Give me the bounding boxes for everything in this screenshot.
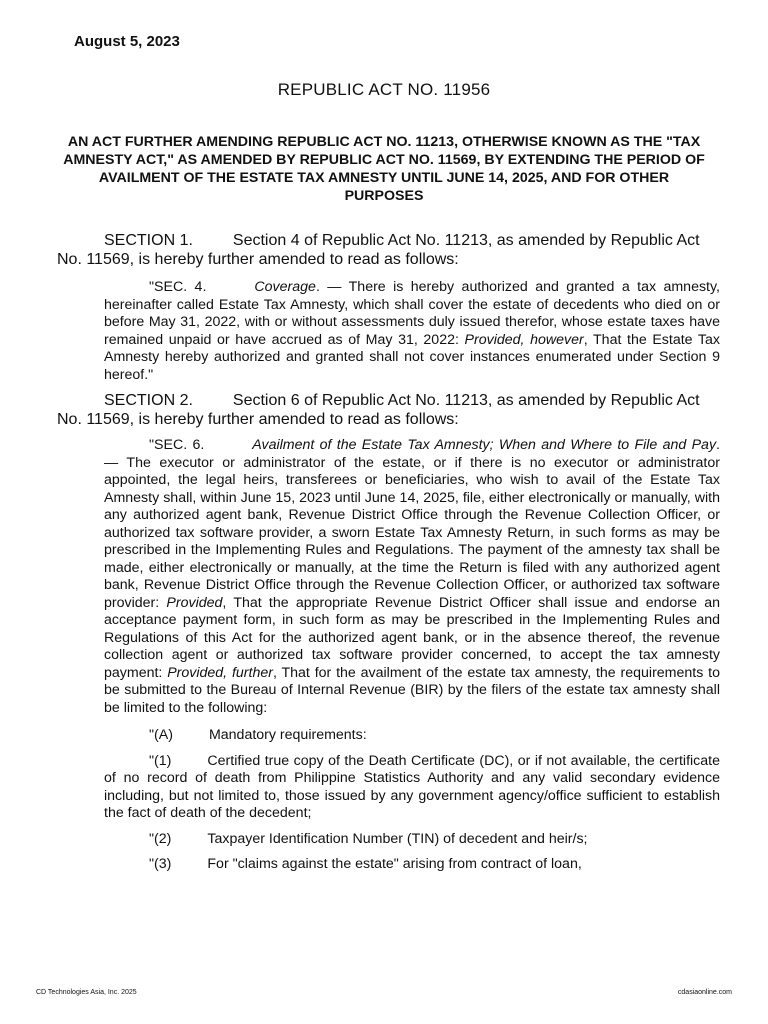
- item-3-text: For "claims against the estate" arising from contract of loan,: [207, 856, 582, 872]
- document-subtitle: AN ACT FURTHER AMENDING REPUBLIC ACT NO. 11213, OTHERWISE KNOWN AS THE "TAX AMNESTY ACT," AS AMENDED BY REPUBLIC ACT NO. 11569, BY EXTENDING THE PERIOD OF AVAILMENT OF THE ESTATE TAX AMNESTY UNTIL JUNE 14, 2025, AND FOR OTHER PURPOSES: [63, 134, 705, 204]
- sec-6-heading: Availment of the Estate Tax Amnesty; When and Where to File and Pay: [252, 437, 717, 453]
- item-3: [104, 856, 720, 874]
- sec-6-proviso-1: Provided: [166, 594, 223, 611]
- section-1-label: SECTION 1.: [104, 232, 193, 249]
- section-2-text: Section 6 of Republic Act No. 11213, as amended by Republic Act No. 11569, is hereby further amended to read as follows:: [57, 392, 700, 428]
- document-title: REPUBLIC ACT NO. 11956: [277, 80, 491, 99]
- item-3-label: "(3): [149, 856, 172, 872]
- item-1-text: Certified true copy of the Death Certificate (DC), or if not available, the certificate of no record of death from Philippine Statistics Authority and any valid secondary evidence including, but not limited to, those issued by any government agency/office sufficient to establish the fact of death of the decedent;: [104, 752, 720, 821]
- item-a-text: Mandatory requirements:: [208, 727, 367, 743]
- sec-4-proviso: Provided, however: [464, 331, 584, 348]
- sec-4-text-1: . — There is hereby authorized and granted a tax amnesty, hereinafter called Estate Tax Amnesty, which shall cover the estate of decedents who died on or before May 31, 2022, with or without assessments duly issued therefor, whose estate taxes have remained unpaid or have accrued as of May 31, 2022:: [104, 279, 720, 348]
- footer-copyright: CD Technologies Asia, Inc. 2025: [36, 989, 137, 996]
- sec-6-text-3: , That for the availment of the estate tax amnesty, the requirements to be submitted to the Bureau of Internal Revenue (BIR) by the filers of the estate tax amnesty shall be limited to the following:: [104, 664, 720, 716]
- item-1: [104, 753, 720, 823]
- section-1: [57, 231, 713, 269]
- sec-6-label: "SEC. 6.: [149, 437, 205, 453]
- sec-6-proviso-2: Provided, further: [167, 664, 273, 681]
- document-body: [57, 231, 720, 874]
- sec-6-text-2: , That the appropriate Revenue District Officer shall issue and endorse an acceptance payment form, in such form as may be prescribed in the Implementing Rules and Regulations of this Act for the authorized agent bank, or in the absence thereof, the revenue collection agent or authorized tax software provider concerned, to accept the tax amnesty payment:: [104, 594, 720, 681]
- item-2-label: "(2): [149, 830, 172, 847]
- sec-4-quote: [104, 279, 720, 384]
- sec-4-text-2: , That the Estate Tax Amnesty hereby authorized and granted shall not cover instances enumerated under Section 9 hereof.": [104, 331, 720, 383]
- section-2: [57, 391, 713, 429]
- item-2: [104, 831, 720, 849]
- item-1-label: "(1): [149, 752, 172, 769]
- item-a: [104, 727, 720, 745]
- sec-4-label: "SEC. 4.: [149, 279, 207, 295]
- section-1-text: Section 4 of Republic Act No. 11213, as amended by Republic Act No. 11569, is hereby further amended to read as follows:: [57, 232, 700, 268]
- section-2-label: SECTION 2.: [104, 392, 193, 409]
- item-2-text: Taxpayer Identification Number (TIN) of decedent and heir/s;: [207, 830, 588, 847]
- item-a-label: "(A): [149, 727, 173, 743]
- footer-site: cdasiaonline.com: [677, 989, 732, 996]
- document-date: August 5, 2023: [74, 33, 180, 50]
- sec-6-quote: [104, 437, 720, 717]
- sec-4-heading: Coverage: [254, 279, 316, 295]
- sec-6-text-1: . — The executor or administrator of the estate, or if there is no executor or administrator appointed, the legal heirs, transferees or beneficiaries, who wish to avail of the Estate Tax Amnesty shall, within June 15, 2023 until June 14, 2025, file, either electronically or manually, with any authorized agent bank, Revenue District Office through the Revenue Collection Officer, or authorized tax software provider, a sworn Estate Tax Amnesty Return, in such forms as may be prescribed in the Implementing Rules and Regulations. The payment of the amnesty tax shall be made, either electronically or manually, at the time the Return is filed with any authorized agent bank, Revenue District Office through the Revenue Collection Officer, or authorized tax software provider:: [104, 437, 720, 611]
